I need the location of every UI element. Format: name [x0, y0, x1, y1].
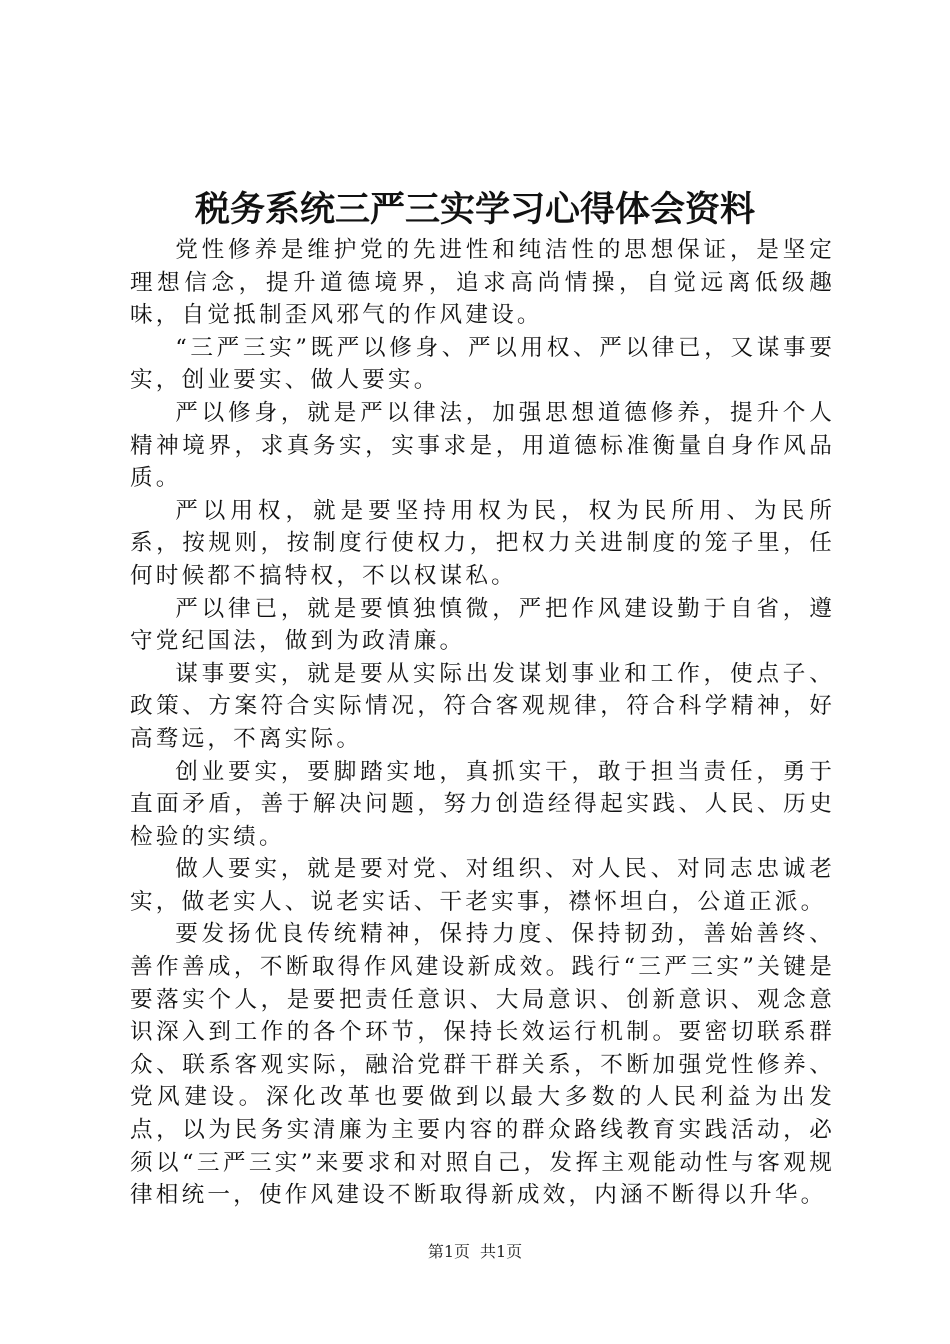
paragraph: 党性修养是维护党的先进性和纯洁性的思想保证，是坚定理想信念，提升道德境界，追求高尚情操，自觉远离低级趣味，自觉抵制歪风邪气的作风建设。	[130, 237, 835, 329]
page-number: 第1页	[427, 1242, 470, 1261]
paragraph: 谋事要实，就是要从实际出发谋划事业和工作，使点子、政策、方案符合实际情况，符合客观规律，符合科学精神，好高骛远，不离实际。	[130, 660, 835, 752]
paragraph: “三严三实”既严以修身、严以用权、严以律已，又谋事要实，创业要实、做人要实。	[130, 334, 835, 394]
page-footer	[0, 1240, 950, 1264]
paragraph: 严以用权，就是要坚持用权为民，权为民所用、为民所系，按规则，按制度行使权力，把权力关进制度的笼子里，任何时候都不搞特权，不以权谋私。	[130, 497, 835, 589]
document-body	[130, 234, 835, 1212]
paragraph: 做人要实，就是要对党、对组织、对人民、对同志忠诚老实，做老实人、说老实话、干老实事，襟怀坦白，公道正派。	[130, 856, 835, 915]
paragraph: 要发扬优良传统精神，保持力度、保持韧劲，善始善终、善作善成，不断取得作风建设新成效。践行“三严三实”关键是要落实个人，是要把责任意识、大局意识、创新意识、观念意识深入到工作的各个环节，保持长效运行机制。要密切联系群众、联系客观实际，融洽党群干群关系，不断加强党性修养、党风建设。深化改革也要做到以最大多数的人民利益为出发点，以为民务实清廉为主要内容的群众路线教育实践活动，必须以“三严三实”来要求和对照自己，发挥主观能动性与客观规律相统一，使作风建设不断取得新成效，内涵不断得以升华。	[130, 921, 835, 1209]
page-total: 共1页	[480, 1242, 523, 1261]
paragraph: 严以律已，就是要慎独慎微，严把作风建设勤于自省，遵守党纪国法，做到为政清廉。	[130, 595, 835, 655]
paragraph: 严以修身，就是严以律法，加强思想道德修养，提升个人精神境界，求真务实，实事求是，用道德标准衡量自身作风品质。	[130, 399, 835, 492]
document-title: 税务系统三严三实学习心得体会资料	[194, 189, 755, 230]
paragraph: 创业要实，要脚踏实地，真抓实干，敢于担当责任，勇于直面矛盾，善于解决问题，努力创造经得起实践、人民、历史检验的实绩。	[130, 758, 835, 850]
